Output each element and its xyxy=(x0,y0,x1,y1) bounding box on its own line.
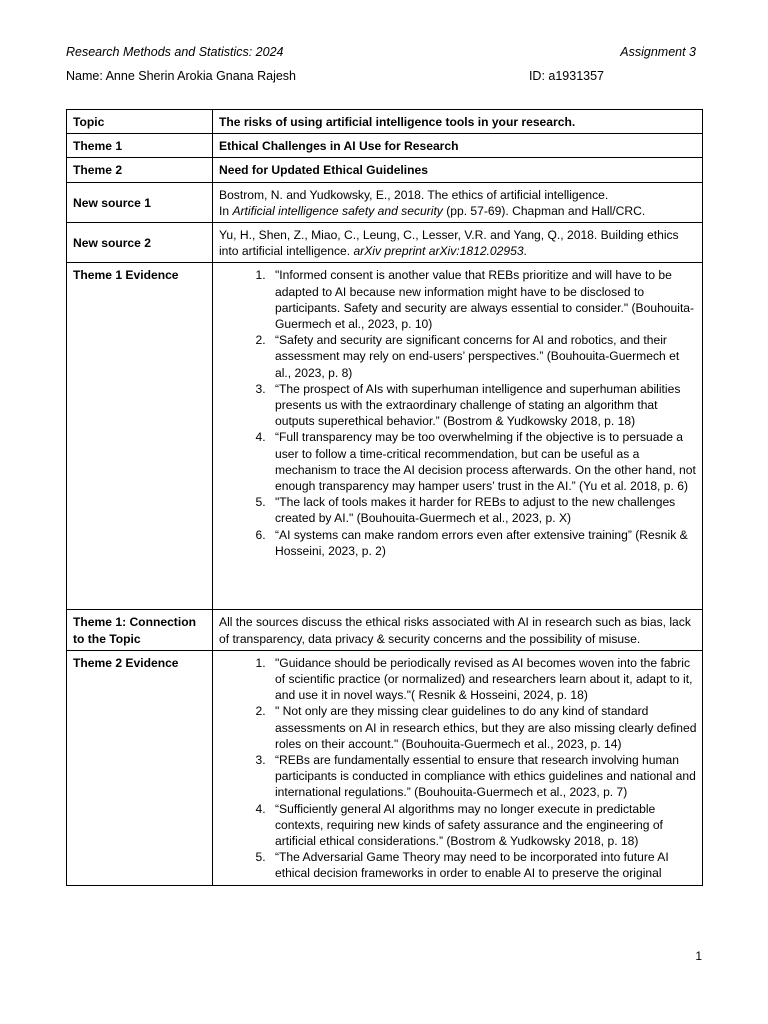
list-item: 4. “Full transparency may be too overwhelming if the objective is to persuade a user to follow a time-critical recommendation, but can be useful as a mechanism to trace the AI decision process afterwards. On the other hand, not enough transparency may hamper users’ trust in the AI.” (Yu et al. 2018, p. 6) xyxy=(269,429,697,494)
theme2-evidence-list xyxy=(219,655,697,882)
theme1-evidence-list xyxy=(219,267,697,559)
assignment-label: Assignment 3 xyxy=(620,45,696,59)
row-theme1 xyxy=(67,134,703,158)
list-item: 4. “Sufficiently general AI algorithms may no longer execute in predictable contexts, requiring new kinds of safety assurance and the engineering of artificial ethical considerations.” (Bostrom & Yudkowsky 2018, p. 18) xyxy=(269,801,697,850)
list-item: 5. “The Adversarial Game Theory may need to be incorporated into future AI ethical decision frameworks in order to enable AI to preserve the original xyxy=(269,849,697,881)
theme1-evidence-label: Theme 1 Evidence xyxy=(67,263,213,610)
source2-label: New source 2 xyxy=(67,223,213,263)
source2-journal: arXiv preprint arXiv:1812.02953 xyxy=(353,244,524,259)
assignment-table xyxy=(66,109,703,886)
header-name-line xyxy=(66,69,696,83)
list-item: 3. “REBs are fundamentally essential to ensure that research involving human participants is conducted in compliance with ethics guidelines and national and international regulations.” (Bouhouita-Guermech et al., 2023, p. 7) xyxy=(269,752,697,801)
source1-line1: Bostrom, N. and Yudkowsky, E., 2018. The ethics of artificial intelligence. xyxy=(219,187,609,202)
list-item: 6. “AI systems can make random errors even after extensive training” (Resnik & Hosseini, 2023, p. 2) xyxy=(269,527,697,559)
theme2-value: Need for Updated Ethical Guidelines xyxy=(213,158,703,182)
source2-text: Yu, H., Shen, Z., Miao, C., Leung, C., Lesser, V.R. and Yang, Q., 2018. Building ethics into artificial intelligence. xyxy=(219,228,679,259)
source1-value xyxy=(213,182,703,222)
theme2-evidence-value xyxy=(213,650,703,885)
row-theme2 xyxy=(67,158,703,182)
source2-end: . xyxy=(523,244,527,259)
theme2-evidence-label: Theme 2 Evidence xyxy=(67,650,213,885)
row-topic xyxy=(67,110,703,134)
row-theme2-evidence xyxy=(67,650,703,885)
source1-line2-post: (pp. 57-69). Chapman and Hall/CRC. xyxy=(442,203,646,218)
list-item: 1. "Guidance should be periodically revised as AI becomes woven into the fabric of scientific practice (or normalized) and researchers learn about it, adapt to it, and use it in novel ways."( Resnik & Hosseini, 2024, p. 18) xyxy=(269,655,697,704)
list-item: 2. “Safety and security are significant concerns for AI and robotics, and their assessment may rely on end-users’ perspectives.” (Bouhouita-Guermech et al., 2023, p. 8) xyxy=(269,332,697,381)
row-theme1-connection xyxy=(67,610,703,650)
source1-book-title: Artificial intelligence safety and security xyxy=(232,203,443,218)
theme2-label: Theme 2 xyxy=(67,158,213,182)
topic-value: The risks of using artificial intelligence tools in your research. xyxy=(213,110,703,134)
source1-line2-pre: In xyxy=(219,203,233,218)
course-title: Research Methods and Statistics: 2024 xyxy=(66,45,284,59)
page-number: 1 xyxy=(695,949,702,963)
source1-label: New source 1 xyxy=(67,182,213,222)
list-item: 1. "Informed consent is another value that REBs prioritize and will have to be adapted to AI because new information might have to be disclosed to participants. Safety and security are always essential to consider." (Bouhouita-Guermech et al., 2023, p. 10) xyxy=(269,267,697,332)
list-item: 2. " Not only are they missing clear guidelines to do any kind of standard assessments on AI in research ethics, but they are also missing clearly defined roles on their account." (Bouhouita-Guermech et al., 2023, p. 14) xyxy=(269,703,697,752)
list-item: 5. "The lack of tools makes it harder for REBs to adjust to the new challenges created by AI." (Bouhouita-Guermech et al., 2023, p. X) xyxy=(269,494,697,526)
header-course-line xyxy=(66,45,696,59)
row-source2 xyxy=(67,223,703,263)
theme1-connection-label: Theme 1: Connection to the Topic xyxy=(67,610,213,650)
topic-label: Topic xyxy=(67,110,213,134)
row-source1 xyxy=(67,182,703,222)
theme1-label: Theme 1 xyxy=(67,134,213,158)
student-name: Name: Anne Sherin Arokia Gnana Rajesh xyxy=(66,69,296,83)
student-id: ID: a1931357 xyxy=(528,69,604,83)
theme1-connection-value: All the sources discuss the ethical risks associated with AI in research such as bias, lack of transparency, data privacy & security concerns and the possibility of misuse. xyxy=(213,610,703,650)
row-theme1-evidence xyxy=(67,263,703,610)
list-item: 3. “The prospect of AIs with superhuman intelligence and superhuman abilities presents us with the extraordinary challenge of stating an algorithm that outputs superethical behavior.” (Bostrom & Yudkowsky 2018, p. 18) xyxy=(269,381,697,430)
theme1-value: Ethical Challenges in AI Use for Research xyxy=(213,134,703,158)
source2-value xyxy=(213,223,703,263)
theme1-evidence-value xyxy=(213,263,703,610)
